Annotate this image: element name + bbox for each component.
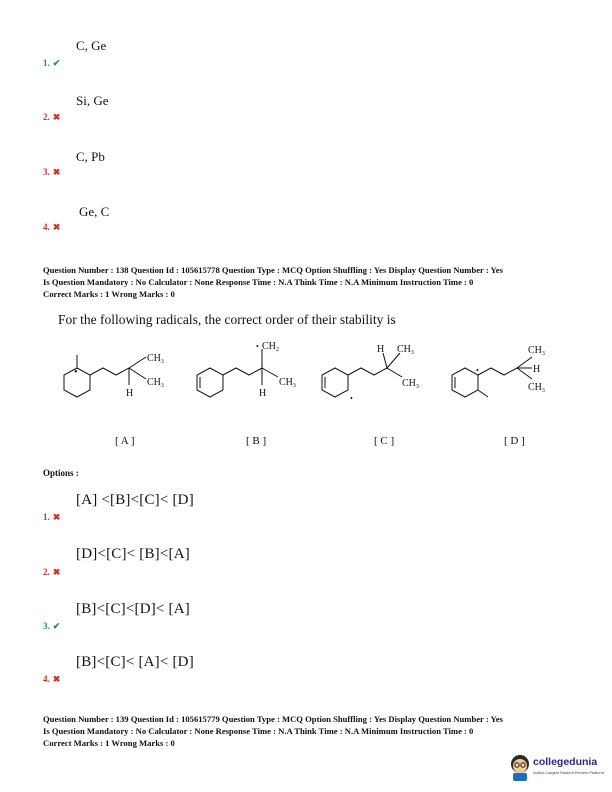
cross-icon: ✖ [52,112,61,122]
radical-dot-a: • [74,367,78,378]
q138-option-4-number: 4. ✖ [43,674,61,684]
check-icon: ✔ [52,58,61,68]
structure-label-a: [ A ] [115,435,135,447]
q139-meta [43,713,503,749]
q138-question-text: For the following radicals, the correct order of their stability is [58,312,396,327]
svg-text:H: H [259,388,267,399]
q138-meta-line-1: Question Number : 138 Question Id : 105615778 Question Type : MCQ Option Shuffling : Yes Display Question Number : Yes [43,265,503,275]
cross-icon: ✖ [52,512,61,522]
cross-icon: ✖ [52,222,61,232]
collegedunia-logo [508,752,606,784]
q138-option-4-text: [B]<[C]< [A]< [D] [76,654,194,670]
structure-label-c: [ C ] [374,435,395,447]
q138-meta [43,264,503,300]
q137-option-2-number: 2. ✖ [43,112,61,122]
svg-text:H: H [377,344,385,355]
q137-option-3-text: C, Pb [76,149,105,164]
cross-icon: ✖ [52,567,61,577]
q138-option-2-number: 2. ✖ [43,567,61,577]
q139-meta-line-1: Question Number : 139 Question Id : 105615779 Question Type : MCQ Option Shuffling : Yes Display Question Number : Yes [43,714,503,724]
q137-option-4-text: Ge, C [79,204,110,219]
structure-c-ring [322,368,348,397]
svg-text:CH2: $CH_2$ [262,341,279,353]
svg-text:CH3: $CH_3$ [147,353,164,365]
structure-label-b: [ B ] [246,435,267,447]
q139-meta-line-2: Is Question Mandatory : No Calculator : None Response Time : N.A Think Time : N.A Minimum Instruction Time : 0 [43,726,474,736]
radical-structures-figure [40,335,580,415]
q138-option-2-text: [D]<[C]< [B]<[A] [76,546,190,562]
svg-text:CH3: $CH_3$ [528,345,545,357]
options-heading: Options : [43,468,79,478]
logo-name: collegedunia [533,756,598,768]
svg-text:•: • [256,342,259,351]
svg-text:CH3: $CH_3$ [147,377,164,389]
q138-meta-line-2: Is Question Mandatory : No Calculator : None Response Time : N.A Think Time : N.A Minimum Instruction Time : 0 [43,277,474,287]
q137-option-1-text: C, Ge [76,38,107,53]
svg-text:CH3: $CH_3$ [402,378,419,390]
q137-option-1-number: 1. ✔ [43,58,61,68]
svg-text:•: • [476,366,479,375]
structure-d-ring [452,368,478,397]
q139-meta-line-3: Correct Marks : 1 Wrong Marks : 0 [43,738,175,748]
svg-text:CH3: $CH_3$ [528,382,545,394]
cross-icon: ✖ [52,674,61,684]
q137-option-4-number: 4. ✖ [43,222,61,232]
q138-option-3-text: [B]<[C]<[D]< [A] [76,601,190,617]
structure-b-ring [197,368,223,397]
q138-option-1-text: [A] <[B]<[C]< [D] [76,492,194,508]
cross-icon: ✖ [52,167,61,177]
q138-meta-line-3: Correct Marks : 1 Wrong Marks : 0 [43,289,175,299]
q138-option-1-number: 1. ✖ [43,512,61,522]
svg-text:CH3: $CH_3$ [279,377,296,389]
mascot-icon [508,754,532,782]
svg-text:H: H [126,388,134,399]
svg-text:CH3: $CH_3$ [397,344,414,356]
structure-label-d: [ D ] [504,435,525,447]
q138-option-3-number: 3. ✔ [43,621,61,631]
q137-option-3-number: 3. ✖ [43,167,61,177]
logo-tagline: India's Largest Student Review Platform [533,770,605,775]
svg-text:•: • [350,394,353,403]
q137-option-2-text: Si, Ge [76,93,109,108]
svg-text:H: H [533,364,541,375]
check-icon: ✔ [52,621,61,631]
